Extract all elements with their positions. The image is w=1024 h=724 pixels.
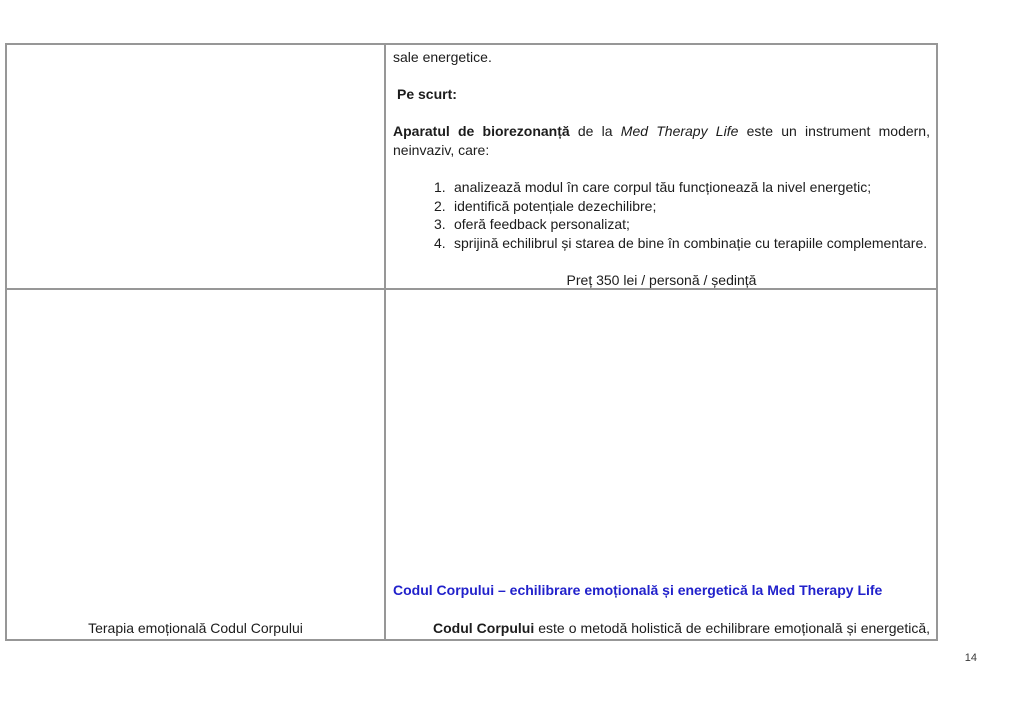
list-item: 4. sprijină echilibrul și starea de bine în combinație cu terapiile complementare. <box>434 234 928 251</box>
therapy-name-label: Terapia emoțională Codul Corpului <box>88 620 303 636</box>
price-line: Preț 350 lei / personă / ședință <box>566 272 757 289</box>
table-cell-row2-right <box>386 290 936 639</box>
device-paragraph-line1: Aparatul de biorezonanță de la Med Therapy Life este un instrument modern, <box>393 123 930 140</box>
list-number: 1. <box>434 179 446 196</box>
section-heading-blue: Codul Corpului – echilibrare emoțională și energetică la Med Therapy Life <box>393 582 883 598</box>
table-cell-row1-left <box>7 45 386 290</box>
pe-scurt-label: Pe scurt: <box>397 86 457 103</box>
list-number: 2. <box>434 197 446 214</box>
device-name-bold: Aparatul de biorezonanță <box>393 123 570 140</box>
codul-corpului-bold: Codul Corpului <box>433 620 535 636</box>
codul-corpului-paragraph: Codul Corpului este o metodă holistică de echilibrare emoțională și energetică, <box>433 620 931 636</box>
paragraph-tail: sale energetice. <box>393 49 492 65</box>
list-number: 3. <box>434 216 446 233</box>
list-item: 2. identifică potențiale dezechilibre; <box>434 197 657 214</box>
table-cell-row2-left <box>7 290 386 639</box>
services-table <box>5 43 938 641</box>
list-item: 1. analizează modul în care corpul tău funcționează la nivel energetic; <box>434 179 872 196</box>
list-item: 3. oferă feedback personalizat; <box>434 216 630 233</box>
page-number: 14 <box>964 652 977 664</box>
list-number: 4. <box>434 234 446 251</box>
device-paragraph-line2: neinvaziv, care: <box>393 141 490 158</box>
table-cell-row1-right <box>386 45 936 290</box>
brand-name-italic: Med Therapy Life <box>620 123 739 140</box>
